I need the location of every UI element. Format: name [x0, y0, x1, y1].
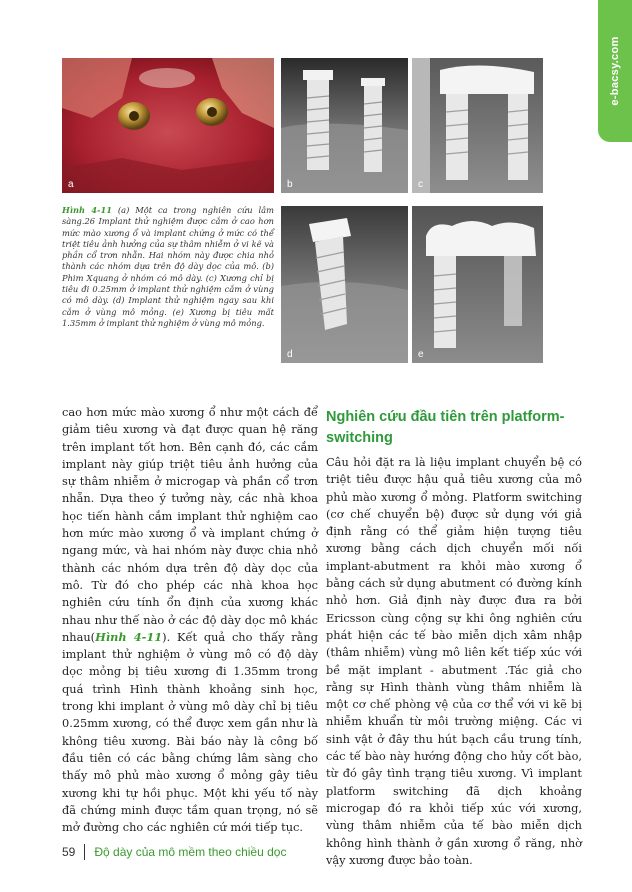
figure-e-label: e: [418, 349, 424, 360]
figure-caption-ref: Hình 4-11: [62, 205, 112, 215]
left-column-text: [62, 404, 318, 836]
figure-a-clinical-photo: [62, 58, 274, 193]
figure-a-label: a: [68, 179, 74, 190]
figure-reference-link[interactable]: Hình 4-11: [95, 629, 163, 644]
figure-c-label: c: [418, 179, 423, 190]
figure-e-radiograph: [412, 206, 543, 363]
left-text-after: ). Kết quả cho thấy rằng implant thử nghiệm ở vùng mô có độ dày dọc mỏng bị tiêu xương đi 1.35mm trong quá trình Hình thành khoảng sinh học, trong khi implant ở vùng mô dày chỉ bị tiêu 0.25mm xương, có thể được xem gần như là không tiêu xương. Bài báo này là công bố đầu tiên có các bằng chứng lâm sàng cho thấy mô phủ mào xương ổ mỏng gây tiêu xương khi tự hồi phục. Một khi yếu tố này đã chứng minh được tầm quan trọng, nó sẽ mở đường cho các nghiên cứ mới tiếp tục.: [62, 629, 319, 835]
radiograph-b-image: [281, 58, 408, 193]
section-heading: Nghiên cứu đầu tiên trên platform-switching: [326, 409, 565, 446]
site-name: e-bacsy.com: [609, 36, 621, 106]
radiograph-e-image: [412, 206, 543, 363]
radiograph-c-image: [412, 58, 543, 193]
figure-d-radiograph: [281, 206, 408, 363]
chapter-title: Độ dày của mô mềm theo chiều dọc: [94, 845, 287, 859]
figure-caption-text: (a) Một ca trong nghiên cứu lâm sàng.26 Implant thử nghiệm được cắm ở cao hơn mức mào xương ổ và implant chứng ở mức có thể triệt tiêu ảnh hưởng của sự thâm nhiễm ở vi kẽ và phần cổ trơn nhẵn. Hai nhóm này được chia nhỏ thành các nhóm dựa trên độ dày dọc của mô. (b) Phim Xquang ở nhóm có mô dày. (c) Xương chỉ bị tiêu đi 0.25mm ở implant thử nghiệm cắm ở vùng có mô dày. (d) Implant thử nghiệm ngay sau khi cắm ở vùng mô mỏng. (e) Xương bị tiêu mất 1.35mm ở implant thử nghiệm ở vùng mô mỏng.: [62, 205, 274, 328]
figure-d-label: d: [287, 349, 293, 360]
page-footer: [62, 844, 286, 860]
figure-c-radiograph: [412, 58, 543, 193]
figure-b-radiograph: [281, 58, 408, 193]
left-text-before: cao hơn mức mào xương ổ như một cách để giảm tiêu xương và đạt được quan hệ răng trên implant tốt hơn. Bên cạnh đó, các cắm implant này giúp triệt tiêu ảnh hưởng của sự thâm nhiễm ở microgap và phần cổ trơn nhẵn. Dựa theo ý tưởng này, các nhà khoa học tiến hành cắm implant thử nghiệm cao hơn mức mào xương ổ và implant chứng ở ngang mức, và hai nhóm này được chia nhỏ thành các nhóm dựa trên độ dày dọc của mô. Từ đó cho phép các nhà khoa học nghiên cứu tính ổn định của xương khác nhau như thế nào ở các độ dày dọc mô khác nhau(: [62, 405, 318, 644]
site-side-tab: [598, 0, 632, 142]
right-column-text: Câu hỏi đặt ra là liệu implant chuyển bệ có triệt tiêu được hậu quả tiêu xương của mô phủ mào xương ổ mỏng. Platform switching (cơ chế chuyển bệ) được sử dụng với giả định rằng có thể giảm hiện tượng tiêu xương bằng cách dịch chuyển mối nối implant-abutment ra khỏi mào xương ổ bằng cách sử dụng abutment có đường kính nhỏ hơn. Giả định này được đưa ra bởi Ericsson cùng cộng sự khi ông nghiên cứu phát hiện các tế bào miễn dịch xâm nhập (thâm nhiễm) vùng mô liên kết tiếp xúc với bề mặt implant - abutment .Tác giả cho rằng sự Hình thành vùng thâm nhiễm là một cơ chế phòng vệ của cơ thể với vi kẽ bị nhiễm khuẩn từ môi trường miệng. Các vi sinh vật ở đây thu hút bạch cầu trung tính, các tế bào này hướng động cho hủy cốt bào, từ đó gây tình trạng tiêu xương. Vì implant platform switching đã dịch khoảng microgap đó ra khỏi tiếp xúc với xương, vùng thâm nhiễm của tế bào miễn dịch không hình thành ở gần xương ổ răng, nhờ vậy xương được bảo toàn.: [326, 455, 582, 867]
footer-divider: [84, 844, 85, 860]
figure-caption: [62, 205, 274, 329]
radiograph-d-image: [281, 206, 408, 363]
page-number: 59: [62, 845, 76, 859]
clinical-photo-image: [62, 58, 274, 193]
figure-b-label: b: [287, 179, 293, 190]
